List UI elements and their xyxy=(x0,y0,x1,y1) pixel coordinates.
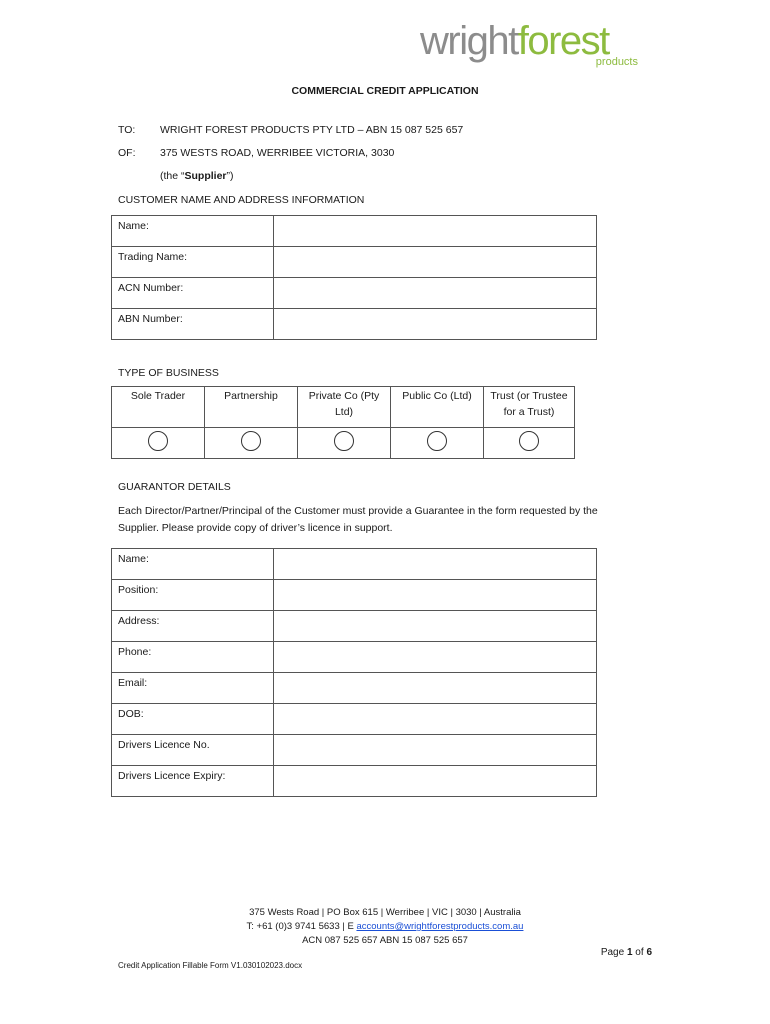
trust-radio[interactable] xyxy=(519,431,539,451)
licence-expiry-input-cell[interactable] xyxy=(274,766,597,797)
table-row xyxy=(112,735,597,766)
name-input-cell[interactable] xyxy=(274,216,597,247)
of-value: 375 WESTS ROAD, WERRIBEE VICTORIA, 3030 xyxy=(160,147,395,159)
acn-input-cell[interactable] xyxy=(274,278,597,309)
guarantor-table xyxy=(111,548,597,797)
field-label: DOB: xyxy=(112,704,274,735)
field-label: Name: xyxy=(112,549,274,580)
option-trust: Trust (or Trustee for a Trust) xyxy=(484,387,575,428)
phone-input-cell[interactable] xyxy=(274,642,597,673)
customer-section-heading: CUSTOMER NAME AND ADDRESS INFORMATION xyxy=(118,194,365,206)
field-label: Trading Name: xyxy=(112,247,274,278)
field-label: Email: xyxy=(112,673,274,704)
table-row xyxy=(112,704,597,735)
option-sole-trader: Sole Trader xyxy=(112,387,205,428)
option-partnership: Partnership xyxy=(205,387,298,428)
table-row xyxy=(112,673,597,704)
logo-text-wright: wright xyxy=(420,19,518,63)
private-co-radio[interactable] xyxy=(334,431,354,451)
customer-info-table xyxy=(111,215,597,340)
abn-input-cell[interactable] xyxy=(274,309,597,340)
table-row xyxy=(112,387,575,428)
dob-input-cell[interactable] xyxy=(274,704,597,735)
table-row xyxy=(112,309,597,340)
field-label: Address: xyxy=(112,611,274,642)
address-input-cell[interactable] xyxy=(274,611,597,642)
licence-no-input-cell[interactable] xyxy=(274,735,597,766)
table-row xyxy=(112,642,597,673)
logo-subtext: products xyxy=(595,56,638,68)
document-title: COMMERCIAL CREDIT APPLICATION xyxy=(291,85,479,97)
email-link[interactable]: accounts@wrightforestproducts.com.au xyxy=(356,921,524,932)
public-co-radio[interactable] xyxy=(427,431,447,451)
table-row xyxy=(112,428,575,459)
table-row xyxy=(112,580,597,611)
email-input-cell[interactable] xyxy=(274,673,597,704)
field-label: Drivers Licence Expiry: xyxy=(112,766,274,797)
footer-registration: ACN 087 525 657 ABN 15 087 525 657 xyxy=(302,935,468,946)
guarantor-name-input-cell[interactable] xyxy=(274,549,597,580)
table-row xyxy=(112,278,597,309)
field-label: ABN Number: xyxy=(112,309,274,340)
footer-address: 375 Wests Road | PO Box 615 | Werribee | VIC | 3030 | Australia xyxy=(249,907,521,918)
option-public-co: Public Co (Ltd) xyxy=(391,387,484,428)
logo-text-forest: forest xyxy=(517,19,609,63)
position-input-cell[interactable] xyxy=(274,580,597,611)
document-filename: Credit Application Fillable Form V1.030102023.docx xyxy=(118,961,303,970)
field-label: Phone: xyxy=(112,642,274,673)
table-row xyxy=(112,216,597,247)
to-value: WRIGHT FOREST PRODUCTS PTY LTD – ABN 15 087 525 657 xyxy=(160,124,464,136)
supplier-note: (the “Supplier”) xyxy=(160,170,234,182)
field-label: Name: xyxy=(112,216,274,247)
of-label: OF: xyxy=(118,147,136,159)
guarantor-heading: GUARANTOR DETAILS xyxy=(118,481,231,493)
sole-trader-radio[interactable] xyxy=(148,431,168,451)
business-type-heading: TYPE OF BUSINESS xyxy=(118,367,219,379)
business-type-table xyxy=(111,386,575,459)
trading-name-input-cell[interactable] xyxy=(274,247,597,278)
company-logo xyxy=(420,18,652,72)
option-private-co: Private Co (Pty Ltd) xyxy=(298,387,391,428)
partnership-radio[interactable] xyxy=(241,431,261,451)
to-label: TO: xyxy=(118,124,136,136)
table-row xyxy=(112,766,597,797)
footer-contact: T: +61 (0)3 9741 5633 | E accounts@wrightforestproducts.com.au xyxy=(246,921,524,932)
page-number: Page 1 of 6 xyxy=(600,947,652,958)
guarantor-description: Each Director/Partner/Principal of the Customer must provide a Guarantee in the form requested by the Supplier. Please provide copy of driver’s licence in support. xyxy=(118,505,598,534)
table-row xyxy=(112,611,597,642)
table-row xyxy=(112,549,597,580)
field-label: ACN Number: xyxy=(112,278,274,309)
field-label: Drivers Licence No. xyxy=(112,735,274,766)
field-label: Position: xyxy=(112,580,274,611)
table-row xyxy=(112,247,597,278)
